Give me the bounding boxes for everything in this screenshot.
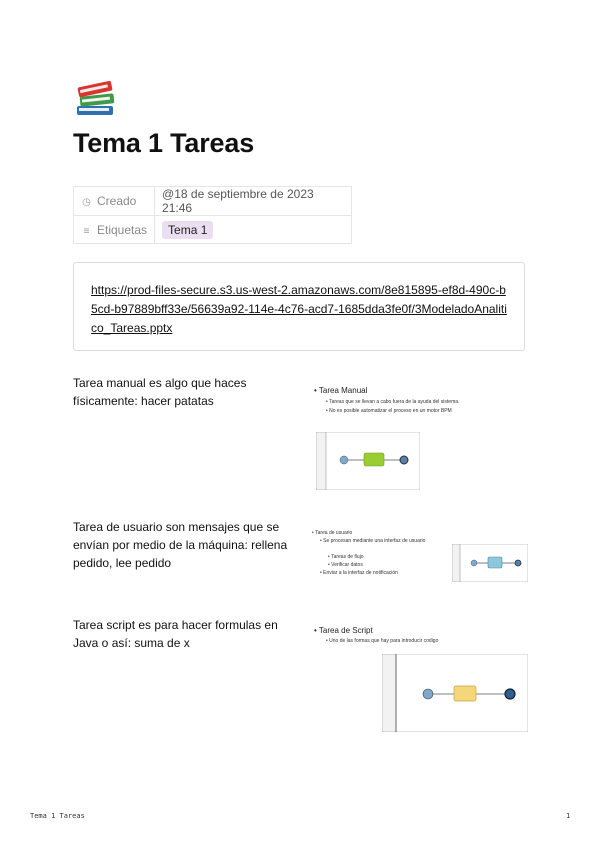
property-value-created: @18 de septiembre de 2023 21:46 <box>155 187 352 216</box>
footer-page-number: 1 <box>566 812 571 820</box>
bpmn-diagram <box>452 544 528 582</box>
list-icon: ≡ <box>83 225 90 237</box>
slide-bullet: • Uno de las formas que hay para introducir codigo <box>326 638 439 644</box>
slide-bullet: • No es posible automatizar el proceso en un motor BPM <box>326 408 452 414</box>
bpmn-diagram <box>316 432 420 490</box>
slide-bullet: • Tareas de flujo <box>328 554 364 560</box>
property-name: Etiquetas <box>97 222 148 237</box>
note-user-task: Tarea de usuario son mensajes que se envían por medio de la máquina: rellena pedido, lee pedido <box>73 520 288 570</box>
slide-user-task <box>308 528 530 584</box>
slide-script-task <box>310 624 530 736</box>
slide-bullet: • Se procesan mediante una interfaz de usuario <box>320 538 426 544</box>
bpmn-diagram <box>382 654 528 732</box>
properties-table <box>73 186 352 244</box>
slide-heading: • Tarea Manual <box>314 386 368 395</box>
manual-task-box <box>364 453 384 466</box>
page-title: Tema 1 Tareas <box>73 128 255 158</box>
file-link-box <box>73 262 525 351</box>
end-event <box>400 456 408 464</box>
tag-badge[interactable]: Tema 1 <box>162 221 213 239</box>
script-task-box <box>454 686 476 701</box>
property-row-created <box>74 187 352 216</box>
start-event <box>423 689 433 699</box>
slide-heading: • Tarea de Script <box>314 626 373 635</box>
clock-icon: ◷ <box>82 197 91 208</box>
slide-bullet: • Verificar datos <box>328 562 363 568</box>
end-event <box>505 689 515 699</box>
user-task-box <box>488 557 502 568</box>
file-link[interactable]: https://prod-files-secure.s3.us-west-2.amazonaws.com/8e815895-ef8d-490c-b5cd-b97889bff33e/56639a92-114e-4c76-acd7-1685dda3fe0f/3ModeladoAnalitico_Tareas.pptx <box>91 283 507 335</box>
end-event <box>515 560 521 566</box>
slide-bullet: • Enviar a la interfaz de notificación <box>320 570 398 576</box>
property-name: Creado <box>97 194 137 208</box>
start-event <box>471 560 477 566</box>
property-row-tags <box>74 216 352 244</box>
books-icon <box>74 80 118 120</box>
slide-manual-task <box>308 378 530 494</box>
start-event <box>340 456 348 464</box>
footer-title: Tema 1 Tareas <box>30 812 85 820</box>
note-manual-task: Tarea manual es algo que haces físicamente: hacer patatas <box>73 376 247 408</box>
slide-heading: • Tarea de usuario <box>312 530 353 536</box>
note-script-task: Tarea script es para hacer formulas en Java o así: suma de x <box>73 618 278 650</box>
slide-bullet: • Tareas que se llevan a cabo fuera de la ayuda del sistema. <box>326 399 460 405</box>
